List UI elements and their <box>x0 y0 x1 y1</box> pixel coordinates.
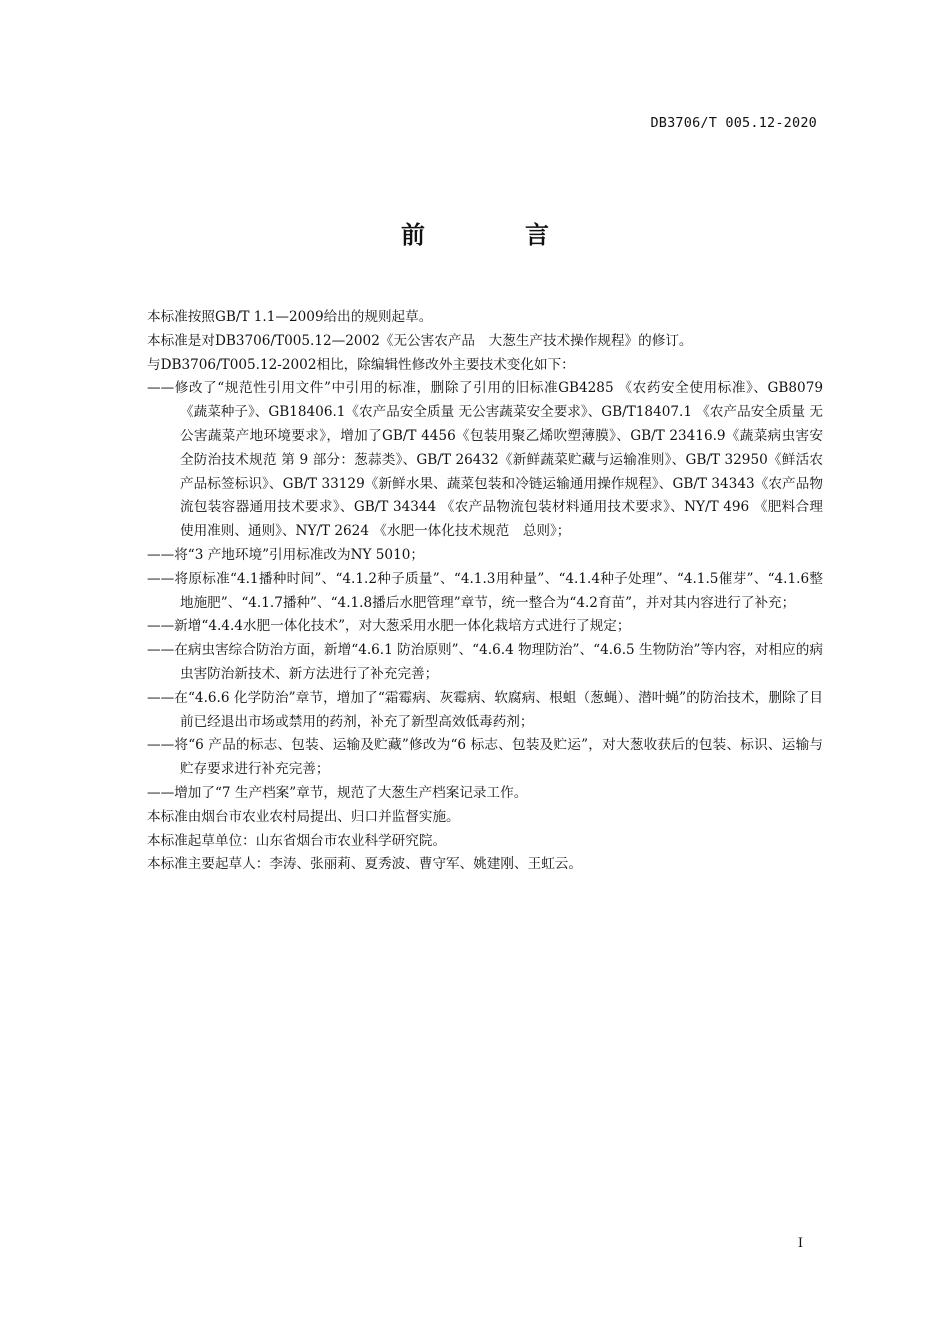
change-item-fertigation: ——新增“4.4.4水肥一体化技术”，对大葱采用水肥一体化栽培方式进行了规定； <box>147 618 631 635</box>
document-code: DB3706/T 005.12-2020 <box>650 115 817 131</box>
paragraph-drafting-unit: 本标准起草单位：山东省烟台市农业科学研究院。 <box>147 832 447 849</box>
change-item-pest-control: ——在病虫害综合防治方面，新增“4.6.1 防治原则”、“4.6.4 物理防治”、“4.6.5 生物防治”等内容，对相应的病虫害防治新技术、新方法进行了补充完善； <box>147 642 823 682</box>
change-item-chemical-control: ——在“4.6.6 化学防治”章节，增加了“霜霉病、灰霉病、软腐病、根蛆（葱蝇）、潜叶蝇”的防治技术，删除了目前已经退出市场或禁用的药剂，补充了新型高效低毒药剂； <box>147 689 823 730</box>
change-item-seedling: ——将原标准“4.1播种时间”、“4.1.2种子质量”、“4.1.3用种量”、“4.1.4种子处理”、“4.1.5催芽”、“4.1.6整地施肥”、“4.1.7播种”、“4.1.8播后水肥管理”章节，统一整合为“4.2育苗”，并对其内容进行了补充； <box>147 570 823 611</box>
change-item-production-records: ——增加了“7 生产档案”章节，规范了大葱生产档案记录工作。 <box>147 784 528 801</box>
paragraph-changes-intro: 与DB3706/T005.12-2002相比，除编辑性修改外主要技术变化如下： <box>147 356 575 373</box>
paragraph-proposed-by: 本标准由烟台市农业农村局提出、归口并监督实施。 <box>147 808 460 825</box>
change-item-environment: ——将“3 产地环境”引用标准改为NY 5010； <box>147 546 424 563</box>
paragraph-revision-of: 本标准是对DB3706/T005.12—2002《无公害农产品 大葱生产技术操作规程》的修订。 <box>147 332 693 349</box>
page-number: I <box>797 1236 803 1251</box>
change-item-packaging: ——将“6 产品的标志、包装、运输及贮藏”修改为“6 标志、包装及贮运”，对大葱收获后的包装、标识、运输与贮存要求进行补充完善； <box>147 737 823 778</box>
page-title: 前 言 <box>401 221 587 249</box>
paragraph-drafters: 本标准主要起草人：李涛、张丽莉、夏秀波、曹守军、姚建刚、王虹云。 <box>147 856 582 873</box>
document-body <box>147 306 823 877</box>
paragraph-drafting-rules: 本标准按照GB/T 1.1—2009给出的规则起草。 <box>147 309 433 325</box>
change-item-references: ——修改了“规范性引用文件”中引用的标准，删除了引用的旧标准GB4285 《农药安全使用标准》、GB8079《蔬菜种子》、GB18406.1《农产品安全质量 无公害蔬菜安全要求》、GB/T18407.1 《农产品安全质量 无公害蔬菜产地环境要求》，增加了GB/T 4456《包装用聚乙烯吹塑薄膜》、GB/T 23416.9《蔬菜病虫害安全防治技术规范 第 9 部分：葱蒜类》、GB/T 26432《新鲜蔬菜贮藏与运输准则》、GB/T 32950《鲜活农产品标签标识》、GB/T 33129《新鲜水果、蔬菜包装和冷链运输通用操作规程》、GB/T 34343《农产品物流包装容器通用技术要求》、GB/T 34344 《农产品物流包装材料通用技术要求》、NY/T 496 《肥料合理使用准则、通则》、NY/T 2624 《水肥一体化技术规范 总则》； <box>147 380 823 540</box>
